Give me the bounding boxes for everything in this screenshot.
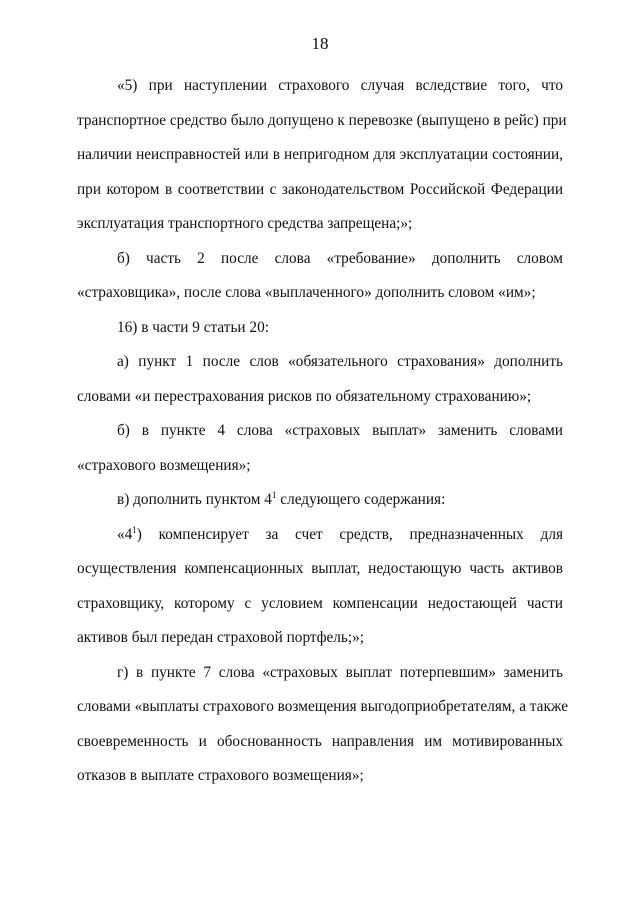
superscript: 1 xyxy=(271,490,277,500)
text-run: в) дополнить пунктом 4 xyxy=(117,491,272,508)
text-line: «страховщика», после слова «выплаченного» дополнить словом «им»; xyxy=(77,284,536,301)
text-line xyxy=(77,518,563,553)
text-line: г) в пункте 7 слова «страховых выплат потерпевшим» заменить xyxy=(117,663,563,681)
text-line: активов был передан страховой портфель;»; xyxy=(77,629,365,646)
text-run: следующего содержания: xyxy=(276,491,446,508)
paragraph-v-add-point xyxy=(77,483,563,518)
text-line xyxy=(77,483,563,518)
text-line: словами «выплаты страхового возмещения выгодоприобретателям, а также xyxy=(77,698,569,715)
text-line: транспортное средство было допущено к перевозке (выпущено в рейс) при xyxy=(77,111,567,129)
paragraph-g-point-7 xyxy=(77,656,569,794)
text-line: 16) в части 9 статьи 20: xyxy=(117,318,269,336)
text-line: «страхового возмещения»; xyxy=(77,456,251,474)
paragraph-b-point-4 xyxy=(77,414,563,483)
text-run: «4 xyxy=(117,525,133,543)
text-line: «5) при наступлении страхового случая вследствие того, что xyxy=(117,77,563,94)
page-number: 18 xyxy=(311,34,329,53)
paragraph-item-5 xyxy=(77,69,567,242)
text-line: б) часть 2 после слова «требование» дополнить словом xyxy=(117,249,563,267)
paragraph-item-16 xyxy=(77,311,563,346)
text-line: своевременность и обоснованность направления им мотивированных xyxy=(77,732,563,750)
paragraph-point-4-1 xyxy=(77,518,563,656)
document-body xyxy=(77,69,569,794)
text-line: б) в пункте 4 слова «страховых выплат» заменить словами xyxy=(117,422,563,439)
paragraph-a-point-1 xyxy=(77,345,563,414)
text-line: словами «и перестрахования рисков по обязательному страхованию»; xyxy=(77,387,532,405)
text-line: отказов в выплате страхового возмещения»; xyxy=(77,767,364,784)
text-line: при котором в соответствии с законодательством Российской Федерации xyxy=(77,180,563,198)
text-line: эксплуатация транспортного средства запрещена;»; xyxy=(77,215,413,232)
paragraph-b-part-2 xyxy=(77,242,563,311)
text-line: страховщику, которому с условием компенсации недостающей части xyxy=(77,594,563,612)
text-line: наличии неисправностей или в непригодном для эксплуатации состоянии, xyxy=(77,146,563,163)
superscript: 1 xyxy=(132,524,137,535)
text-run: ) компенсирует за счет средств, предназначенных для xyxy=(136,525,563,543)
text-line: а) пункт 1 после слов «обязательного страхования» дополнить xyxy=(117,353,563,370)
text-line: осуществления компенсационных выплат, недостающую часть активов xyxy=(77,560,563,577)
